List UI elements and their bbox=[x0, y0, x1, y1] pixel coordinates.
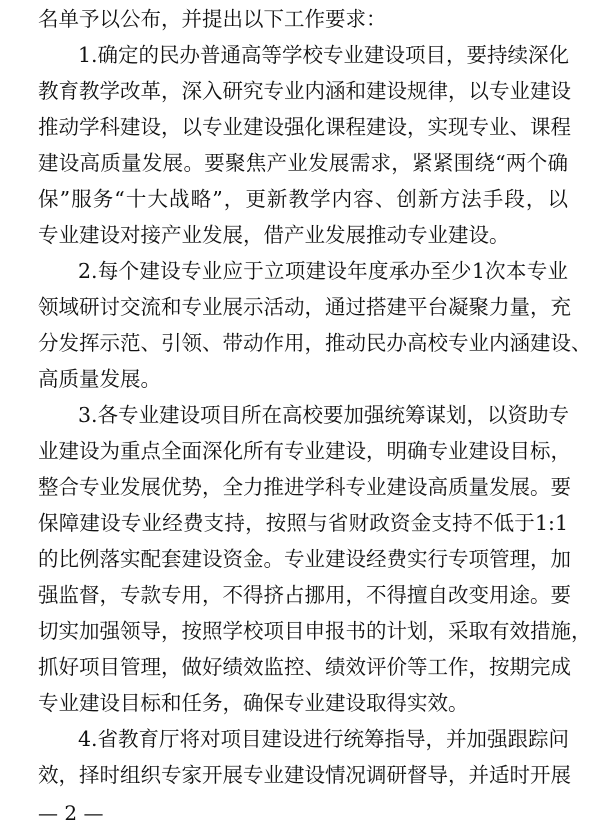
body-line: 分发挥示范、引领、带动作用，推动民办高校专业内涵建设、 bbox=[38, 331, 592, 355]
body-line: 业建设为重点全面深化所有专业建设，明确专业建设目标， bbox=[38, 439, 571, 463]
body-line: 的比例落实配套建设资金。专业建设经费实行专项管理，加 bbox=[38, 547, 571, 571]
body-line: 名单予以公布，并提出以下工作要求： bbox=[38, 7, 387, 31]
body-line: 领域研讨交流和专业展示活动，通过搭建平台凝聚力量，充 bbox=[38, 295, 571, 319]
body-line: 建设高质量发展。要聚焦产业发展需求，紧紧围绕“两个确 bbox=[38, 151, 568, 175]
body-line: 教育教学改革，深入研究专业内涵和建设规律，以专业建设 bbox=[38, 79, 571, 103]
body-line: 效，择时组织专家开展专业建设情况调研督导，并适时开展 bbox=[38, 763, 571, 787]
body-line: 专业建设目标和任务，确保专业建设取得实效。 bbox=[38, 691, 469, 715]
paragraph-1-first-line: 1.确定的民办普通高等学校专业建设项目，要持续深化 bbox=[78, 43, 570, 67]
body-line: 专业建设对接产业发展，借产业发展推动专业建设。 bbox=[38, 223, 510, 247]
body-line: 强监督，专款专用，不得挤占挪用，不得擅自改变用途。要 bbox=[38, 583, 571, 607]
body-line: 整合专业发展优势，全力推进学科专业建设高质量发展。要 bbox=[38, 475, 571, 499]
paragraph-3-first-line: 3.各专业建设项目所在高校要加强统筹谋划，以资助专 bbox=[78, 403, 570, 427]
body-line: 保障建设专业经费支持，按照与省财政资金支持不低于1:1 bbox=[38, 511, 568, 535]
page-number: — 2 — bbox=[38, 801, 104, 825]
body-line: 切实加强领导，按照学校项目申报书的计划，采取有效措施， bbox=[38, 619, 592, 643]
body-line: 保”服务“十大战略”，更新教学内容、创新方法手段，以 bbox=[38, 187, 568, 211]
body-line: 抓好项目管理，做好绩效监控、绩效评价等工作，按期完成 bbox=[38, 655, 571, 679]
paragraph-4-first-line: 4.省教育厅将对项目建设进行统筹指导，并加强跟踪问 bbox=[78, 727, 570, 751]
body-line: 推动学科建设，以专业建设强化课程建设，实现专业、课程 bbox=[38, 115, 571, 139]
paragraph-2-first-line: 2.每个建设专业应于立项建设年度承办至少1次本专业 bbox=[78, 259, 568, 283]
body-line: 高质量发展。 bbox=[38, 367, 161, 391]
